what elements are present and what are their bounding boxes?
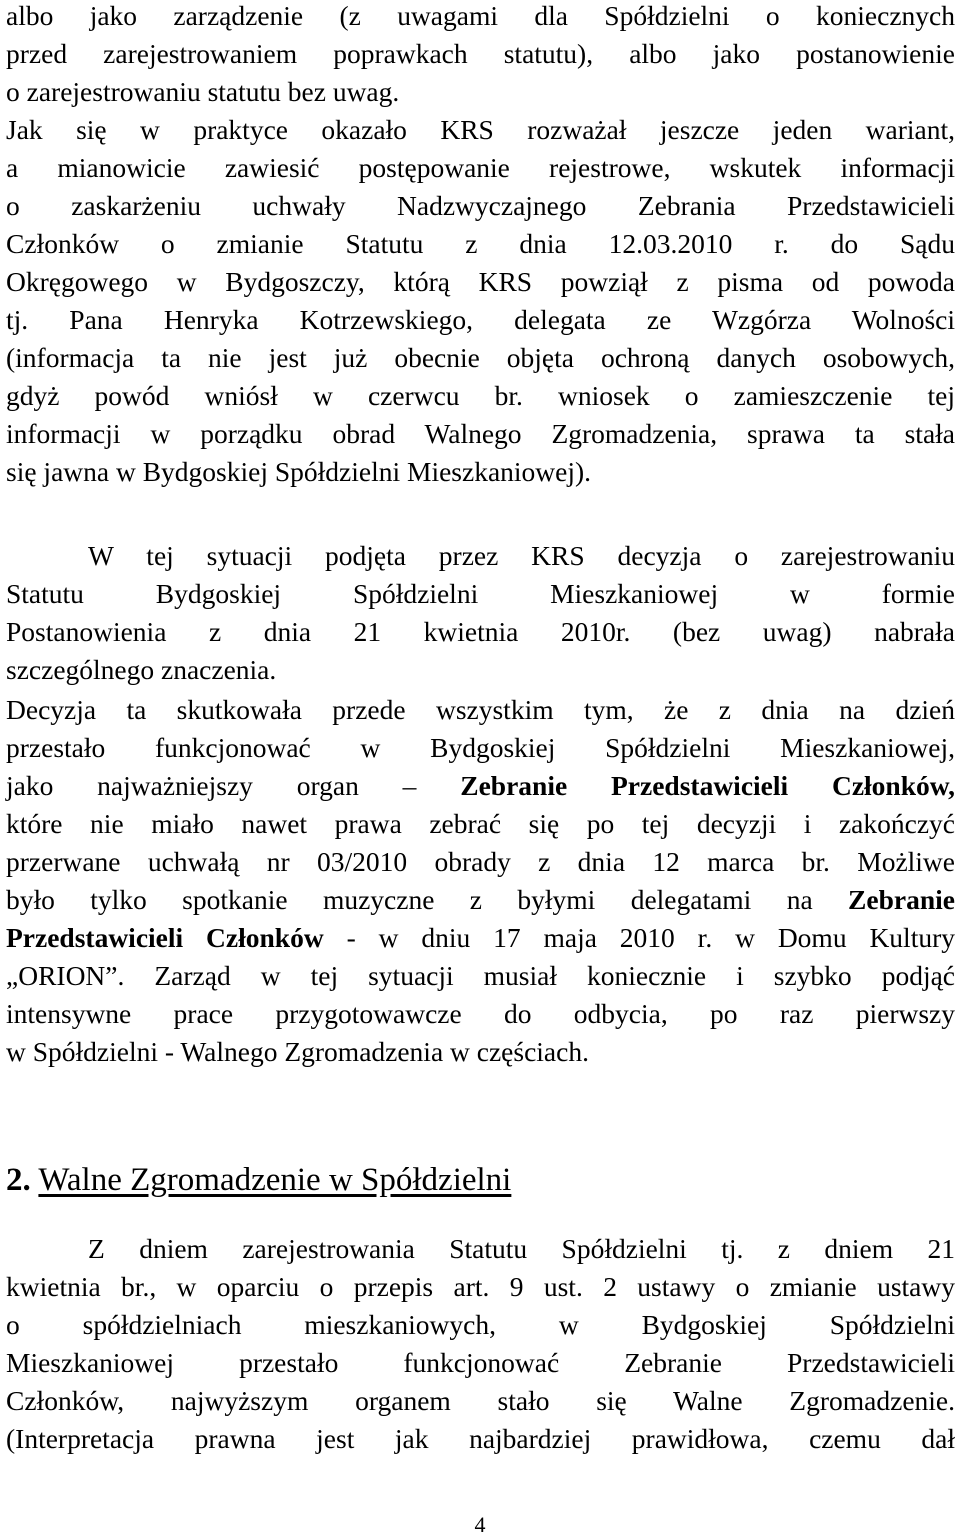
text-line: się jawna w Bydgoskiej Spółdzielni Mieszkaniowej). [6,456,592,487]
text-line: Członków o zmianie Statutu z dnia 12.03.2010 r. do Sądu [6,228,955,259]
text-line: informacji w porządku obrad Walnego Zgromadzenia, sprawa ta stała [6,418,955,449]
text-line: gdyż powód wniósł w czerwcu br. wniosek o zamieszczenie tej [6,380,955,411]
text-line: Decyzja ta skutkowała przede wszystkim tym, że z dnia na dzień [6,694,955,725]
text-line: intensywne prace przygotowawcze do odbycia, po raz pierwszy [6,998,955,1029]
text-line [6,770,955,802]
text-line: Statutu Bydgoskiej Spółdzielni Mieszkaniowej w formie [6,578,955,609]
text-line: albo jako zarządzenie (z uwagami dla Spółdzielni o koniecznych [6,0,955,31]
text-line: a mianowicie zawiesić postępowanie rejestrowe, wskutek informacji [6,152,955,183]
text-line: które nie miało nawet prawa zebrać się po tej decyzji i zakończyć [6,808,955,839]
text-line: „ORION”. Zarząd w tej sytuacji musiał koniecznie i szybko podjąć [6,960,955,991]
text-line: Okręgowego w Bydgoszczy, którą KRS powziął z pisma od powoda [6,266,955,297]
text-run: jako najważniejszy organ – [6,770,461,801]
text-line: W tej sytuacji podjęta przez KRS decyzja o zarejestrowaniu [88,540,955,571]
text-line: Jak się w praktyce okazało KRS rozważał jeszcze jeden wariant, [6,114,955,145]
text-line: o spółdzielniach mieszkaniowych, w Bydgoskiej Spółdzielni [6,1309,955,1340]
bold-run: Przedstawicieli Członków [6,922,324,953]
text-line: szczególnego znaczenia. [6,654,277,685]
text-line [6,922,955,954]
section-heading [6,1160,511,1200]
text-line: o zaskarżeniu uchwały Nadzwyczajnego Zebrania Przedstawicieli [6,190,955,221]
text-line: Członków, najwyższym organem stało się Walne Zgromadzenie. [6,1385,955,1416]
text-line: w Spółdzielni - Walnego Zgromadzenia w częściach. [6,1036,589,1067]
text-line: o zarejestrowaniu statutu bez uwag. [6,76,400,107]
section-title: Walne Zgromadzenie w Spółdzielni [38,1162,512,1198]
text-run: było tylko spotkanie muzyczne z byłymi delegatami na [6,884,849,915]
bold-run: Zebranie [848,884,955,915]
text-line: przerwane uchwałą nr 03/2010 obrady z dnia 12 marca br. Możliwe [6,846,955,877]
text-line [6,884,955,916]
text-line: Postanowienia z dnia 21 kwietnia 2010r. (bez uwag) nabrała [6,616,955,647]
text-line: tj. Pana Henryka Kotrzewskiego, delegata ze Wzgórza Wolności [6,304,955,335]
section-number: 2. [6,1162,31,1198]
text-run: - w dniu 17 maja 2010 r. w Domu Kultury [323,922,955,953]
text-line: przestało funkcjonować w Bydgoskiej Spółdzielni Mieszkaniowej, [6,732,955,763]
text-line: przed zarejestrowaniem poprawkach statutu), albo jako postanowienie [6,38,955,69]
text-line: Mieszkaniowej przestało funkcjonować Zebranie Przedstawicieli [6,1347,955,1378]
text-line: Z dniem zarejestrowania Statutu Spółdzielni tj. z dniem 21 [88,1233,955,1264]
text-line: (informacja ta nie jest już obecnie objęta ochroną danych osobowych, [6,342,955,373]
page-number: 4 [474,1512,486,1537]
text-line: (Interpretacja prawna jest jak najbardziej prawidłowa, czemu dał [6,1423,955,1454]
bold-run: Zebranie Przedstawicieli Członków, [460,770,955,801]
text-line: kwietnia br., w oparciu o przepis art. 9 ust. 2 ustawy o zmianie ustawy [6,1271,955,1302]
